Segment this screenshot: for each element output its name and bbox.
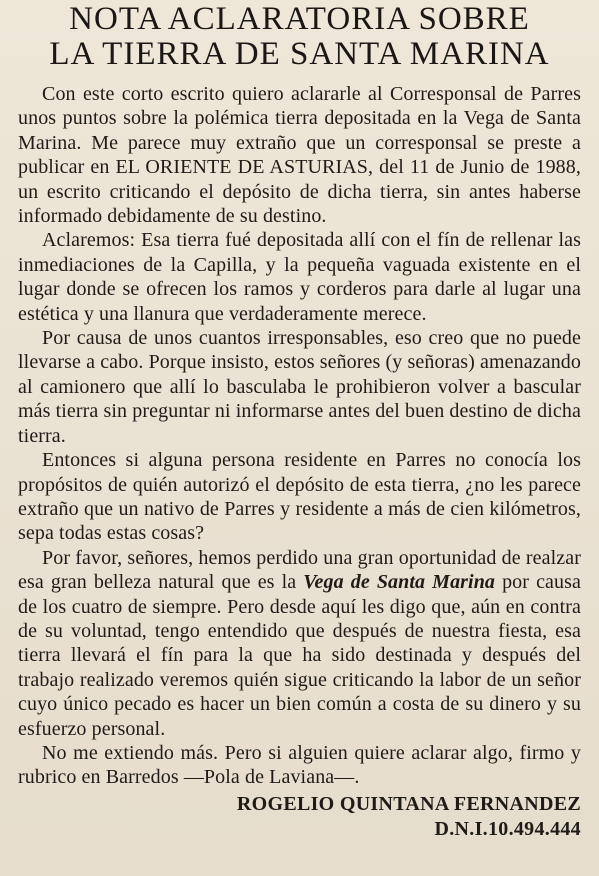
- paragraph-3: Por causa de unos cuantos irresponsables, eso creo que no puede llevarse a cabo. Porque insisto, estos señores (y señoras) amenazando al camionero que allí lo basculaba le prohibieron volver a bascular más tierra sin preguntar ni informarse antes del buen destino de dicha tierra.: [18, 327, 581, 447]
- signature-block: [18, 792, 581, 842]
- signature-name: ROGELIO QUINTANA FERNANDEZ: [236, 792, 581, 815]
- headline-line-2: LA TIERRA DE SANTA MARINA: [49, 36, 550, 72]
- signature-id: D.N.I.10.494.444: [434, 817, 581, 840]
- paragraph-5-after: por causa de los cuatro de siempre. Pero desde aquí les digo que, aún en contra de su voluntad, tengo entendido que después de nuestra fiesta, esa tierra llevará el fín para la que ha sido destinada y después del trabajo realizado veremos quién sigue criticando la labor de un señor cuyo único pecado es hacer un bien común a costa de su dinero y su esfuerzo personal.: [18, 571, 581, 740]
- headline-line-1: NOTA ACLARATORIA SOBRE: [69, 1, 530, 37]
- paragraph-6: No me extiendo más. Pero si alguien quiere aclarar algo, firmo y rubrico en Barredos —Pola de Laviana—.: [18, 741, 581, 789]
- paragraph-1: Con este corto escrito quiero aclararle al Corresponsal de Parres unos puntos sobre la polémica tierra depositada en la Vega de Santa Marina. Me parece muy extraño que un corresponsal se preste a publicar en EL ORIENTE DE ASTURIAS, del 11 de Junio de 1988, un escrito criticando el depósito de dicha tierra, sin antes haberse informado debidamente de su destino.: [18, 83, 581, 228]
- article-body: [18, 82, 581, 790]
- place-name-emphasis: Vega de Santa Marina: [303, 571, 496, 594]
- paragraph-4: Entonces si alguna persona residente en Parres no conocía los propósitos de quién autorizó el depósito de esta tierra, ¿no les parece extraño que un nativo de Parres y residente a más de cien kilómetros, sepa todas estas cosas?: [18, 449, 581, 545]
- paragraph-2: Aclaremos: Esa tierra fué depositada allí con el fín de rellenar las inmediaciones de la Capilla, y la pequeña vaguada existente en el lugar donde se ofrecen los ramos y corderos para darle al lugar una estética y una llanura que verdaderamente merece.: [18, 229, 581, 325]
- paragraph-5-before: Por favor, señores, hemos perdido una gran oportunidad de realzar esa gran belleza natural que es la: [18, 546, 581, 594]
- paragraph-5: [18, 546, 581, 741]
- article-headline: [18, 2, 581, 72]
